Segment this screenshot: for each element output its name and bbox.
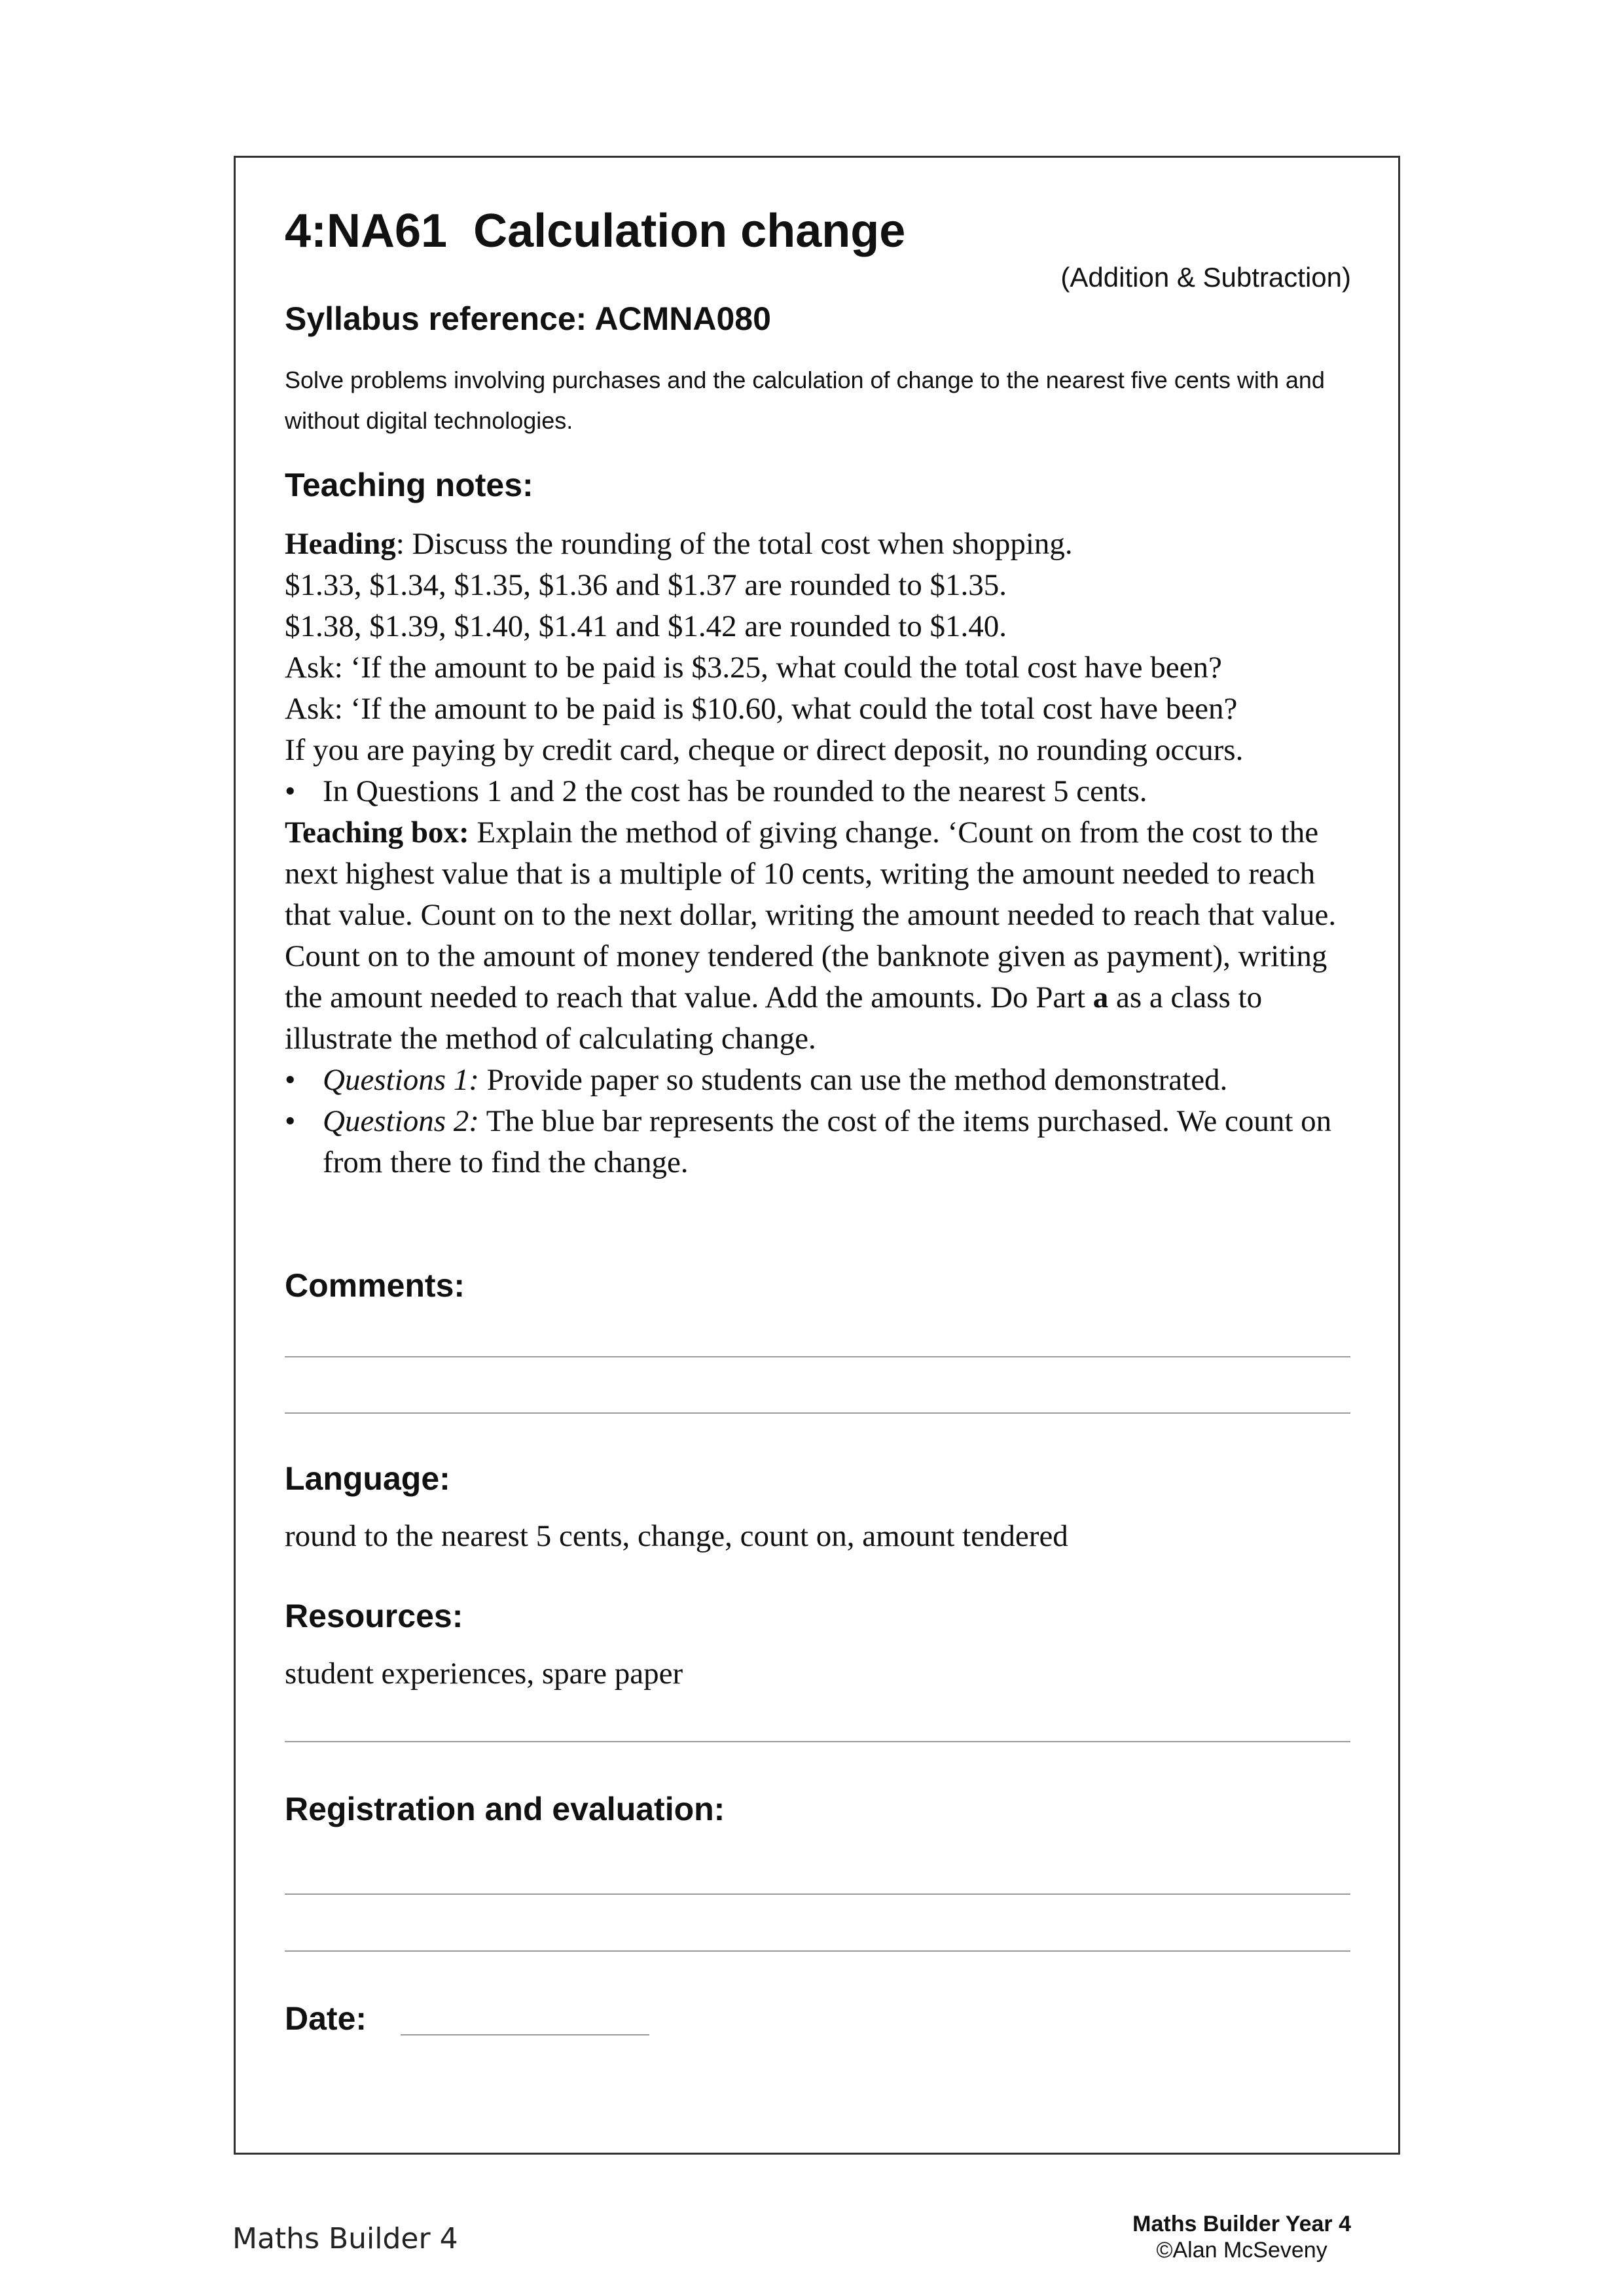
bullet-question-1 xyxy=(285,1060,1358,1101)
footer-credit xyxy=(1132,2211,1351,2263)
teaching-box-label: Teaching box: xyxy=(285,816,469,850)
rounding-example-2: $1.38, $1.39, $1.40, $1.41 and $1.42 are rounded to $1.40. xyxy=(285,609,1007,643)
resources-heading: Resources: xyxy=(285,1598,463,1634)
heading-note-label: Heading xyxy=(285,527,396,561)
comments-line-2[interactable] xyxy=(285,1412,1350,1414)
registration-line-1[interactable] xyxy=(285,1893,1350,1895)
teaching-box-note xyxy=(285,812,1358,1060)
bullet-icon: • xyxy=(285,1063,296,1097)
question-2-text: The blue bar represents the cost of the items purchased. We count on from there to find the change. xyxy=(323,1104,1332,1179)
ask-question-2: Ask: ‘If the amount to be paid is $10.60, what could the total cost have been? xyxy=(285,692,1238,726)
footer-book-title: Maths Builder 4 xyxy=(232,2222,458,2255)
syllabus-description: Solve problems involving purchases and the calculation of change to the nearest five cents with and without digital technologies. xyxy=(285,367,1325,434)
bullet-rounding-text: In Questions 1 and 2 the cost has be rounded to the nearest 5 cents. xyxy=(323,774,1147,808)
no-rounding-note: If you are paying by credit card, cheque or direct deposit, no rounding occurs. xyxy=(285,733,1244,767)
resources-text: student experiences, spare paper xyxy=(285,1657,683,1691)
question-1-label: Questions 1: xyxy=(323,1063,479,1097)
bullet-question-2 xyxy=(285,1101,1358,1183)
date-label: Date: xyxy=(285,2000,367,2037)
page-title xyxy=(285,204,905,258)
lesson-code: 4:NA61 xyxy=(285,205,448,257)
teaching-box-part: a xyxy=(1092,980,1109,1014)
registration-heading: Registration and evaluation: xyxy=(285,1791,725,1827)
teaching-box-text: Explain the method of giving change. ‘Count on from the cost to the next highest value that is a multiple of 10 cents, writing the amount needed to reach that value. Count on to the next dollar, writing the amount needed to reach that value. Count on to the amount of money tendered (the banknote given as payment), writing the amount needed to reach that value. Add the amounts. Do Part xyxy=(285,816,1337,1014)
ask-question-1: Ask: ‘If the amount to be paid is $3.25, what could the total cost have been? xyxy=(285,651,1222,685)
heading-note xyxy=(285,524,1358,565)
question-1-text: Provide paper so students can use the method demonstrated. xyxy=(478,1063,1228,1097)
teaching-box-text-end: as a class to illustrate the method of calculating change. xyxy=(285,980,1263,1056)
teaching-notes-body xyxy=(285,524,1358,1183)
language-heading: Language: xyxy=(285,1460,450,1497)
topic-subtitle: (Addition & Subtraction) xyxy=(1060,262,1351,293)
footer-copyright: ©Alan McSeveny xyxy=(1156,2238,1327,2263)
syllabus-reference: Syllabus reference: ACMNA080 xyxy=(285,300,771,337)
lesson-title: Calculation change xyxy=(473,205,906,257)
bullet-icon: • xyxy=(285,1104,296,1138)
question-2-label: Questions 2: xyxy=(323,1104,479,1138)
teaching-notes-heading: Teaching notes: xyxy=(285,467,533,503)
resources-line[interactable] xyxy=(285,1741,1350,1742)
language-text: round to the nearest 5 cents, change, count on, amount tendered xyxy=(285,1519,1068,1553)
registration-line-2[interactable] xyxy=(285,1950,1350,1952)
bullet-rounding xyxy=(285,771,1358,812)
rounding-example-1: $1.33, $1.34, $1.35, $1.36 and $1.37 are rounded to $1.35. xyxy=(285,568,1007,602)
date-line[interactable] xyxy=(401,2034,649,2036)
comments-line-1[interactable] xyxy=(285,1356,1350,1357)
bullet-icon: • xyxy=(285,774,296,808)
footer-brand: Maths Builder Year 4 xyxy=(1132,2212,1351,2236)
comments-heading: Comments: xyxy=(285,1267,465,1304)
heading-note-text: : Discuss the rounding of the total cost when shopping. xyxy=(395,527,1073,561)
